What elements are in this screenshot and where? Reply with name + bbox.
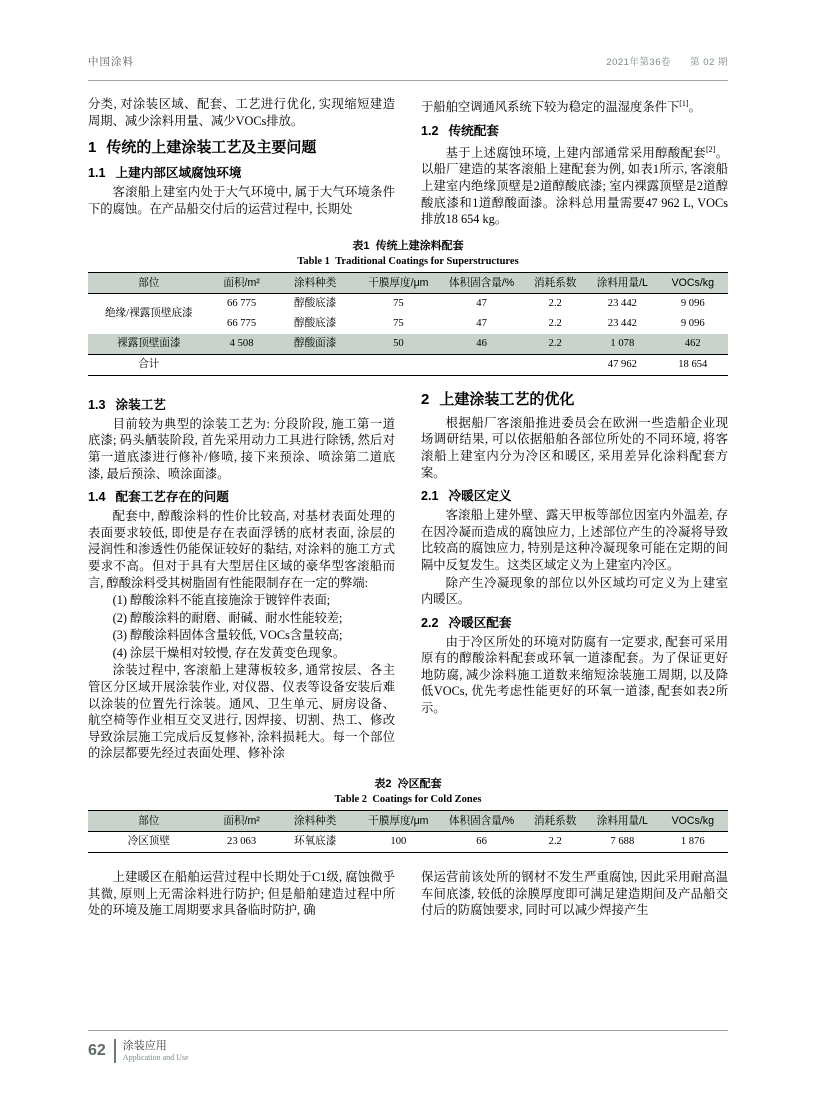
table-1-r2-c4: 46: [440, 334, 523, 355]
middle-columns: [88, 390, 728, 763]
heading-1-2-number: 1.2: [421, 123, 439, 138]
heading-1: [88, 138, 395, 158]
heading-2: [421, 390, 728, 410]
paragraph-1-2: 基于上述腐蚀环境, 上建内部通常采用醇酸配套[2]。以船厂建造的某客滚船上建配套为例, 如表1所示, 客滚船上建室内绝缘顶壁是2道醇酸底漆; 室内裸露顶壁是2道醇酸底漆和1道醇酸面漆。涂料总用量需要47 962 L, VOCs排放18 654 kg。: [421, 144, 728, 227]
heading-1-4-number: 1.4: [88, 490, 106, 505]
paragraph-1-4-item-a: (1) 醇酸涂料不能直接施涂于镀锌件表面;: [112, 593, 331, 608]
table-1-total-volume: 47 962: [587, 354, 657, 375]
paragraph-bottom-right: 保运营前该处所的钢材不发生严重腐蚀, 因此采用耐高温车间底漆, 较低的涂膜厚度即可满足建造期间及产品船交付后的防腐蚀要求, 同时可以减少焊接产生: [421, 870, 728, 918]
issue-year: 2021年第36卷: [606, 57, 671, 68]
heading-1-2: [421, 122, 728, 140]
table-1-total-blank-4: [440, 354, 523, 375]
table-1-r0-c3: 75: [393, 297, 404, 309]
content-body: [88, 96, 728, 920]
table-1-r1-c4: 47: [476, 317, 487, 329]
table-1-r1-c3: 75: [393, 317, 404, 329]
table-row: [88, 832, 728, 853]
page-header: [88, 54, 728, 81]
table-2-title-cn: 冷区配套: [397, 778, 442, 791]
table-1-r0-c2: 醇酸底漆: [294, 297, 337, 309]
issue-info: [590, 54, 728, 68]
table-1-th-3: 干膜厚度/μm: [357, 272, 440, 293]
table-1-r2-c0: 裸露顶壁面漆: [88, 334, 210, 355]
bottom-columns: [88, 869, 728, 920]
table-2-r0-c3: 100: [390, 836, 407, 848]
page-footer: [88, 1030, 728, 1065]
table-2-caption-cn: [88, 777, 728, 792]
table-1-r2-c6: 1 078: [587, 334, 657, 355]
table-1-block: [88, 239, 728, 376]
footer-section: [123, 1040, 189, 1063]
heading-1-2-title: 传统配套: [448, 123, 499, 138]
table-1-total-label: 合计: [88, 354, 210, 375]
paragraph-intro: 分类, 对涂装区域、配套、工艺进行优化, 实现缩短建造周期、减少涂料用量、减少VOCs排放。: [88, 97, 395, 128]
paragraph-top-right-text: 于船舶空调通风系统下较为稳定的温湿度条件下[1]。: [421, 99, 701, 115]
heading-1-1-title: 上建内部区域腐蚀环境: [115, 166, 242, 181]
table-2-th-7: VOCs/kg: [658, 811, 728, 832]
table-2-label-cn: 表2: [374, 778, 392, 791]
table-1-th-7: VOCs/kg: [658, 272, 728, 293]
heading-1-4: [88, 488, 395, 506]
heading-1-3-title: 涂装工艺: [115, 397, 166, 412]
page-number: 62: [88, 1042, 106, 1059]
paragraph-2-2: 由于冷区所处的环境对防腐有一定要求, 配套可采用原有的醇酸涂料配套或环氧一道漆配套。为了保证更好地防腐, 减少涂料施工道数来缩短涂装施工周期, 以及降低VOCs, 优先考虑性能更好的环氧一道漆, 配套如表2所示。: [421, 634, 728, 716]
table-2-th-0: 部位: [88, 811, 210, 832]
table-2-label-en: Table 2: [334, 794, 368, 806]
table-1-r2-c5: 2.2: [523, 334, 587, 355]
table-1-header-row: [88, 272, 728, 293]
heading-2-1-number: 2.1: [421, 489, 439, 504]
table-2-caption-en: [88, 793, 728, 807]
table-row: [88, 334, 728, 355]
table-2-th-3: 干膜厚度/μm: [357, 811, 440, 832]
heading-1-3: [88, 396, 395, 414]
heading-2-1-title: 冷暖区定义: [448, 489, 512, 504]
right-column-bottom: [421, 869, 728, 920]
table-1-r1-c6: 23 442: [607, 317, 637, 329]
table-2-r0-c4: 66: [476, 836, 487, 848]
table-2: [88, 810, 728, 853]
table-2-r0-c5: 2.2: [548, 836, 562, 848]
journal-name: 中国涂料: [88, 56, 134, 68]
table-1: [88, 272, 728, 376]
table-1-r0-c6: 23 442: [607, 297, 637, 309]
paragraph-1-1: 客滚船上建室内处于大气环境中, 属于大气环境条件下的腐蚀。在产品船交付后的运营过程中, 长期处: [88, 185, 395, 216]
table-1-th-2: 涂料种类: [274, 272, 357, 293]
table-1-total-vocs: 18 654: [658, 354, 728, 375]
paragraph-1-3: 目前较为典型的涂装工艺为: 分段阶段, 施工第一道底漆; 码头舾装阶段, 首先采用动力工具进行除锈, 然后对第一道底漆进行修补/修喷, 接下来预涂、喷涂第二道底漆, 最后预涂、喷涂面漆。: [88, 416, 395, 481]
table-1-r0-c5: 2.2: [548, 297, 562, 309]
table-1-r1-c7: 9 096: [680, 317, 705, 329]
table-1-caption-en: [88, 255, 728, 269]
table-2-block: [88, 777, 728, 853]
table-2-r0-c7: 1 876: [680, 836, 705, 848]
heading-2-2-number: 2.2: [421, 615, 439, 630]
table-1-total-row: [88, 354, 728, 375]
left-column-middle: [88, 390, 395, 763]
table-1-th-6: 涂料用量/L: [587, 272, 657, 293]
right-column-middle: [421, 390, 728, 763]
table-2-th-1: 面积/m²: [210, 811, 274, 832]
paragraph-2-1-2: 除产生冷凝现象的部位以外区域均可定义为上建室内暖区。: [421, 575, 728, 607]
table-1-title-en: Traditional Coatings for Superstructures: [335, 255, 519, 267]
paragraph-bottom-left: 上建暖区在船舶运营过程中长期处于C1级, 腐蚀微乎其微, 原则上无需涂料进行防护; 但是船舶建造过程中所处的环境及施工周期要求具备临时防护, 确: [88, 870, 395, 918]
table-row: [88, 293, 728, 314]
table-1-total-blank-1: [210, 354, 274, 375]
table-1-r0-c7: 9 096: [680, 297, 705, 309]
heading-1-title: 传统的上建涂装工艺及主要问题: [106, 139, 317, 157]
table-1-th-4: 体积固含量/%: [440, 272, 523, 293]
table-1-r1-c5: 2.2: [548, 317, 562, 329]
heading-2-1: [421, 487, 728, 505]
table-2-r0-c2: 环氧底漆: [294, 836, 337, 848]
heading-1-1: [88, 164, 395, 182]
table-1-caption-cn: [88, 239, 728, 254]
table-1-title-cn: 传统上建涂料配套: [375, 239, 464, 252]
table-1-r2-c3: 50: [357, 334, 440, 355]
heading-1-4-title: 配套工艺存在的问题: [115, 490, 229, 505]
table-2-r0-c0: 冷区顶壁: [127, 836, 170, 848]
table-2-th-2: 涂料种类: [274, 811, 357, 832]
paragraph-1-4-item-b: (2) 醇酸涂料的耐磨、耐碱、耐水性能较差;: [112, 610, 343, 625]
heading-2-title: 上建涂装工艺的优化: [439, 390, 575, 408]
table-1-r2-c7: 462: [658, 334, 728, 355]
table-1-th-0: 部位: [88, 272, 210, 293]
table-1-r1-c2: 醇酸底漆: [294, 317, 337, 329]
paragraph-2: 根据船厂客滚船推进委员会在欧洲一些造船企业现场调研结果, 可以依据船舶各部位所处的不同环境, 将客滚船上建室内分为冷区和暖区, 采用差异化涂料配套方案。: [421, 415, 728, 480]
table-1-r1-c1: 66 775: [227, 317, 257, 329]
table-1-label-en: Table 1: [297, 255, 330, 267]
table-1-total-blank-3: [357, 354, 440, 375]
table-1-r2-c2: 醇酸面漆: [274, 334, 357, 355]
table-2-th-5: 消耗系数: [523, 811, 587, 832]
table-1-r0-c1: 66 775: [227, 297, 257, 309]
left-column-top: [88, 96, 395, 229]
heading-1-1-number: 1.1: [88, 166, 106, 181]
table-2-header-row: [88, 811, 728, 832]
heading-2-number: 2: [421, 390, 430, 408]
paragraph-1-4-item-d: (4) 涂层干燥相对较慢, 存在发黄变色现象。: [112, 645, 346, 660]
heading-1-number: 1: [88, 139, 97, 157]
table-1-r0-c4: 47: [476, 297, 487, 309]
footer-section-en: Application and Use: [122, 1052, 189, 1062]
table-1-r2-c1: 4 508: [210, 334, 274, 355]
heading-2-2: [421, 614, 728, 632]
paragraph-1-4-item-c: (3) 醇酸涂料固体含量较低, VOCs含量较高;: [112, 628, 343, 643]
table-1-label-cn: 表1: [352, 239, 370, 252]
footer-section-cn: 涂装应用: [122, 1039, 167, 1052]
left-column-bottom: [88, 869, 395, 920]
table-1-th-1: 面积/m²: [210, 272, 274, 293]
table-1-r0-c0: 绝缘/裸露顶壁底漆: [104, 307, 193, 319]
table-2-r0-c6: 7 688: [610, 836, 635, 848]
paragraph-2-1-1: 客滚船上建外壁、露天甲板等部位因室内外温差, 存在因冷凝而造成的腐蚀应力, 上述部位产生的冷凝将导致比较高的腐蚀应力, 特别是这种冷凝现象可能在定期的间隔中反复发生。这类区域定义为上建室内冷区。: [421, 508, 728, 572]
heading-1-3-number: 1.3: [88, 397, 106, 412]
heading-2-2-title: 冷暖区配套: [448, 615, 512, 630]
table-2-th-4: 体积固含量/%: [440, 811, 523, 832]
top-columns: [88, 96, 728, 229]
issue-number: 第 02 期: [690, 57, 728, 68]
table-2-title-en: Coatings for Cold Zones: [372, 794, 482, 806]
paragraph-1-4-2: 涂装过程中, 客滚船上建薄板较多, 通常按层、各主管区分区域开展涂装作业, 对仪器、仪表等设备安装后难以涂装的位置先行涂装。通风、卫生单元、厨房设备、航空椅等作业相互交叉进行, 因焊接、切割、热工、修改导致涂层施工完成后反复修补, 涂料损耗大。每一个部位的涂层都要先经过表面处理、修补涂: [88, 663, 395, 761]
table-1-total-blank-5: [523, 354, 587, 375]
right-column-top: [421, 96, 728, 229]
footer-divider: [114, 1039, 116, 1063]
paragraph-top-right: [421, 96, 728, 116]
table-2-r0-c1: 23 063: [227, 836, 257, 848]
paragraph-1-4-1: 配套中, 醇酸涂料的性价比较高, 对基材表面处理的表面要求较低, 即使是存在表面浮锈的底材表面, 涂层的浸润性和渗透性仍能保证较好的黏结, 对涂料的施工方式要求不高。但对于具有大型居住区域的豪华型客滚船而言, 醇酸涂料受其树脂固有性能限制存在一定的弊端:: [88, 509, 395, 590]
table-1-th-5: 消耗系数: [523, 272, 587, 293]
table-1-total-blank-2: [274, 354, 357, 375]
table-2-th-6: 涂料用量/L: [587, 811, 657, 832]
